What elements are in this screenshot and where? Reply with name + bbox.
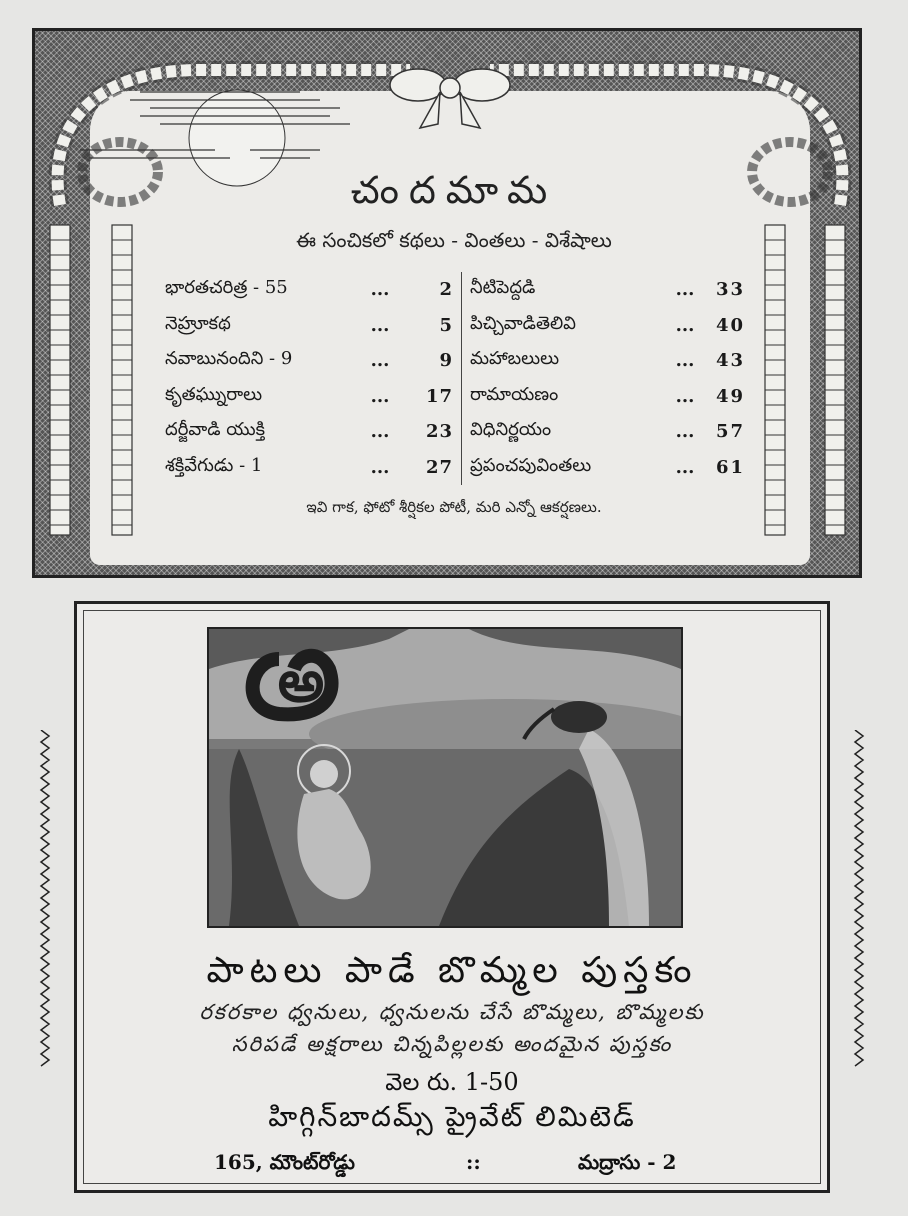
publisher-name: హిగ్గిన్‌బాదమ్స్ ప్రైవేట్ లిమిటెడ్ — [268, 1100, 636, 1133]
toc-title-left: దర్జీవాడి యుక్తి — [165, 419, 266, 441]
peacock-illustration — [207, 627, 683, 928]
toc-dots: ... — [675, 350, 695, 372]
advertisement-price: వెల రు. 1-50 — [385, 1068, 519, 1096]
toc-row — [165, 379, 755, 415]
advertisement-description-line-2: సరిపడే అక్షరాలు చిన్నపిల్లలకు అందమైన పుస్తకం — [231, 1032, 673, 1056]
toc-row — [165, 343, 755, 379]
toc-page-left: 5 — [439, 314, 453, 336]
toc-page-right: 61 — [715, 456, 745, 478]
table-of-contents — [165, 272, 755, 485]
zigzag-border-right — [852, 730, 866, 1070]
toc-title-right: రామాయణం — [462, 379, 661, 415]
toc-page-right: 43 — [715, 350, 745, 372]
toc-title-left: కృతఘ్నురాలు — [165, 383, 263, 405]
toc-title-left: శక్తివేగుడు - 1 — [165, 454, 263, 476]
toc-page-right: 57 — [715, 421, 745, 443]
toc-page-right: 33 — [715, 279, 745, 301]
toc-dots: ... — [370, 279, 390, 301]
zigzag-border-left — [38, 730, 52, 1070]
toc-title-left: భారతచరిత్ర - 55 — [165, 277, 288, 299]
toc-title-left: నెహ్రూకథ — [165, 312, 231, 334]
publisher-address-street: 165, మౌంట్‌రోడ్డు — [214, 1150, 355, 1174]
toc-dots: ... — [370, 385, 390, 407]
toc-dots: ... — [675, 385, 695, 407]
toc-title-right: విధినిర్ణయం — [462, 414, 661, 450]
toc-title-left: నవాబునందిని - 9 — [165, 348, 293, 370]
contents-heading: ఈ సంచికలో కథలు - వింతలు - విశేషాలు — [296, 228, 612, 252]
toc-row — [165, 450, 755, 486]
toc-page-left: 2 — [439, 279, 453, 301]
toc-dots: ... — [675, 456, 695, 478]
toc-title-right: పిచ్చివాడితెలివి — [462, 308, 661, 344]
illustration-letter: అ — [277, 647, 325, 715]
bow-ornament — [390, 69, 510, 128]
toc-dots: ... — [370, 421, 390, 443]
publisher-address-city: మద్రాసు - 2 — [578, 1150, 677, 1174]
toc-page-left: 17 — [425, 385, 453, 407]
toc-dots: ... — [370, 314, 390, 336]
toc-dots: ... — [675, 279, 695, 301]
toc-title-right: ప్రపంచపువింతలు — [462, 450, 661, 486]
toc-dots: ... — [675, 314, 695, 336]
toc-row — [165, 414, 755, 450]
toc-dots: ... — [675, 421, 695, 443]
magazine-title: చందమామ — [350, 168, 558, 212]
toc-page-left: 27 — [425, 456, 453, 478]
toc-title-right: నీటిపెద్దడి — [462, 272, 661, 308]
toc-page-left: 23 — [425, 421, 453, 443]
toc-page-right: 49 — [715, 385, 745, 407]
toc-page-left: 9 — [439, 350, 453, 372]
toc-page-right: 40 — [715, 314, 745, 336]
toc-row — [165, 272, 755, 308]
advertisement-description-line-1: రకరకాల ధ్వనులు, ధ్వనులను చేసే బొమ్మలు, బొమ్మలకు — [199, 1000, 705, 1024]
toc-dots: ... — [370, 350, 390, 372]
address-separator: :: — [466, 1150, 481, 1174]
toc-title-right: మహాబలులు — [462, 343, 661, 379]
toc-dots: ... — [370, 456, 390, 478]
contents-footnote: ఇవి గాక, ఫోటో శీర్షికల పోటీ, మరి ఎన్నో ఆకర్షణలు. — [306, 498, 602, 516]
advertisement-title: పాటలు పాడే బొమ్మల పుస్తకం — [206, 950, 698, 991]
toc-row — [165, 308, 755, 344]
